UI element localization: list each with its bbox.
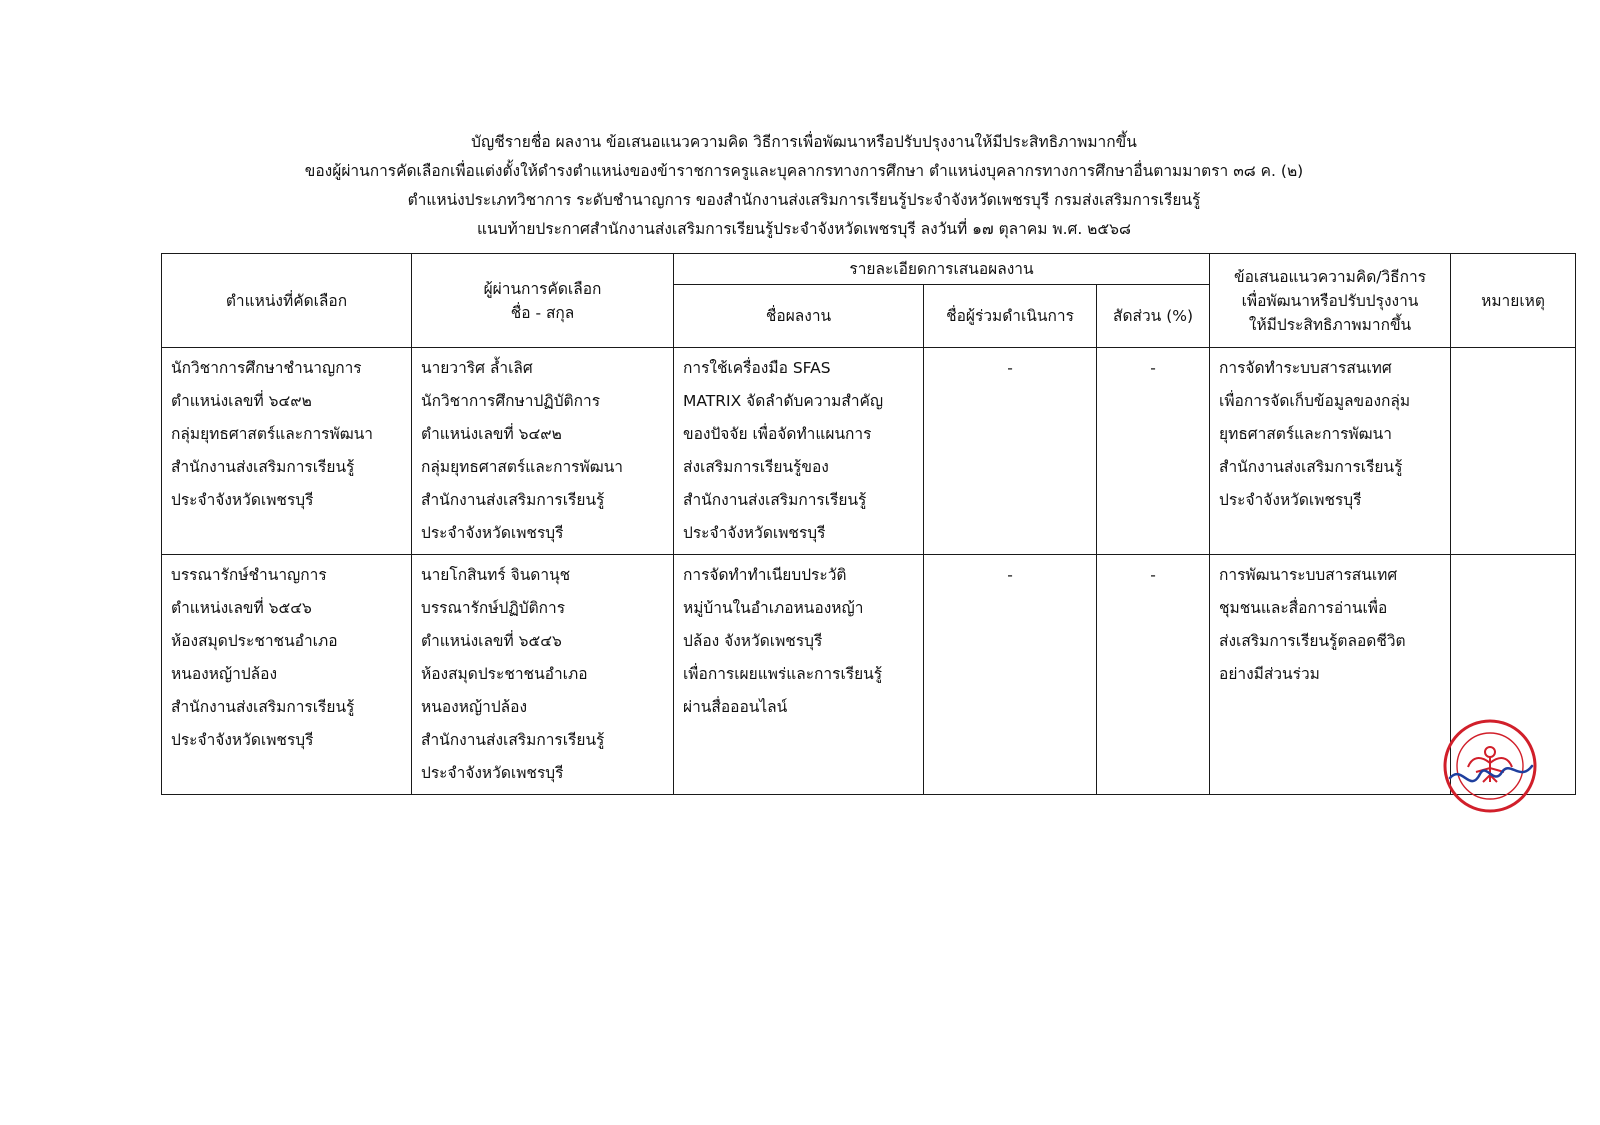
cell-co-authors: - <box>924 555 1097 795</box>
cell-position: นักวิชาการศึกษาชำนาญการ ตำแหน่งเลขที่ ๖๔๙๒ กลุ่มยุทธศาสตร์และการพัฒนา สำนักงานส่งเสริมการเรียนรู้ ประจำจังหวัดเพชรบุรี <box>162 348 412 555</box>
title-line-4: แนบท้ายประกาศสำนักงานส่งเสริมการเรียนรู้ประจำจังหวัดเพชรบุรี ลงวันที่ ๑๗ ตุลาคม พ.ศ. ๒๕๖๘ <box>477 220 1131 238</box>
cell-ratio: - <box>1097 348 1210 555</box>
cell-proposal: การจัดทำระบบสารสนเทศ เพื่อการจัดเก็บข้อมูลของกลุ่ม ยุทธศาสตร์และการพัฒนา สำนักงานส่งเสริมการเรียนรู้ ประจำจังหวัดเพชรบุรี <box>1210 348 1451 555</box>
candidate-table <box>161 253 1576 795</box>
header-proposal: ข้อเสนอแนวความคิด/วิธีการ เพื่อพัฒนาหรือปรับปรุงงาน ให้มีประสิทธิภาพมากขึ้น <box>1210 254 1451 348</box>
title-line-1: บัญชีรายชื่อ ผลงาน ข้อเสนอแนวความคิด วิธีการเพื่อพัฒนาหรือปรับปรุงงานให้มีประสิทธิภาพมากขึ้น <box>471 133 1137 151</box>
cell-proposal: การพัฒนาระบบสารสนเทศ ชุมชนและสื่อการอ่านเพื่อ ส่งเสริมการเรียนรู้ตลอดชีวิต อย่างมีส่วนร่วม <box>1210 555 1451 795</box>
cell-position: บรรณารักษ์ชำนาญการ ตำแหน่งเลขที่ ๖๕๔๖ ห้องสมุดประชาชนอำเภอ หนองหญ้าปล้อง สำนักงานส่งเสริมการเรียนรู้ ประจำจังหวัดเพชรบุรี <box>162 555 412 795</box>
title-line-3: ตำแหน่งประเภทวิชาการ ระดับชำนาญการ ของสำนักงานส่งเสริมการเรียนรู้ประจำจังหวัดเพชรบุรี กรมส่งเสริมการเรียนรู้ <box>407 191 1201 209</box>
header-remark: หมายเหตุ <box>1451 254 1576 348</box>
header-work-title: ชื่อผลงาน <box>674 285 924 348</box>
cell-remark <box>1451 348 1576 555</box>
header-ratio: สัดส่วน (%) <box>1097 285 1210 348</box>
header-co-authors: ชื่อผู้ร่วมดำเนินการ <box>924 285 1097 348</box>
cell-work-title: การใช้เครื่องมือ SFAS MATRIX จัดลำดับความสำคัญ ของปัจจัย เพื่อจัดทำแผนการ ส่งเสริมการเรียนรู้ของ สำนักงานส่งเสริมการเรียนรู้ ประจำจังหวัดเพชรบุรี <box>674 348 924 555</box>
garuda-emblem-icon <box>1468 747 1512 782</box>
table-row <box>162 348 1576 555</box>
header-work-details: รายละเอียดการเสนอผลงาน <box>674 254 1210 285</box>
cell-ratio: - <box>1097 555 1210 795</box>
document-title <box>160 128 1448 244</box>
cell-work-title: การจัดทำทำเนียบประวัติ หมู่บ้านในอำเภอหนองหญ้า ปล้อง จังหวัดเพชรบุรี เพื่อการเผยแพร่และการเรียนรู้ ผ่านสื่อออนไลน์ <box>674 555 924 795</box>
cell-candidate: นายวาริศ ล้ำเลิศ นักวิชาการศึกษาปฏิบัติการ ตำแหน่งเลขที่ ๖๔๙๒ กลุ่มยุทธศาสตร์และการพัฒนา สำนักงานส่งเสริมการเรียนรู้ ประจำจังหวัดเพชรบุรี <box>412 348 674 555</box>
official-seal <box>1440 716 1540 816</box>
cell-candidate: นายโกสินทร์ จินดานุช บรรณารักษ์ปฏิบัติการ ตำแหน่งเลขที่ ๖๕๔๖ ห้องสมุดประชาชนอำเภอ หนองหญ้าปล้อง สำนักงานส่งเสริมการเรียนรู้ ประจำจังหวัดเพชรบุรี <box>412 555 674 795</box>
header-position: ตำแหน่งที่คัดเลือก <box>162 254 412 348</box>
header-candidate: ผู้ผ่านการคัดเลือก ชื่อ - สกุล <box>412 254 674 348</box>
cell-co-authors: - <box>924 348 1097 555</box>
table-row <box>162 555 1576 795</box>
title-line-2: ของผู้ผ่านการคัดเลือกเพื่อแต่งตั้งให้ดำรงตำแหน่งของข้าราชการครูและบุคลากรทางการศึกษา ตำแหน่งบุคลากรทางการศึกษาอื่นตามมาตรา ๓๘ ค. (๒) <box>304 162 1304 180</box>
